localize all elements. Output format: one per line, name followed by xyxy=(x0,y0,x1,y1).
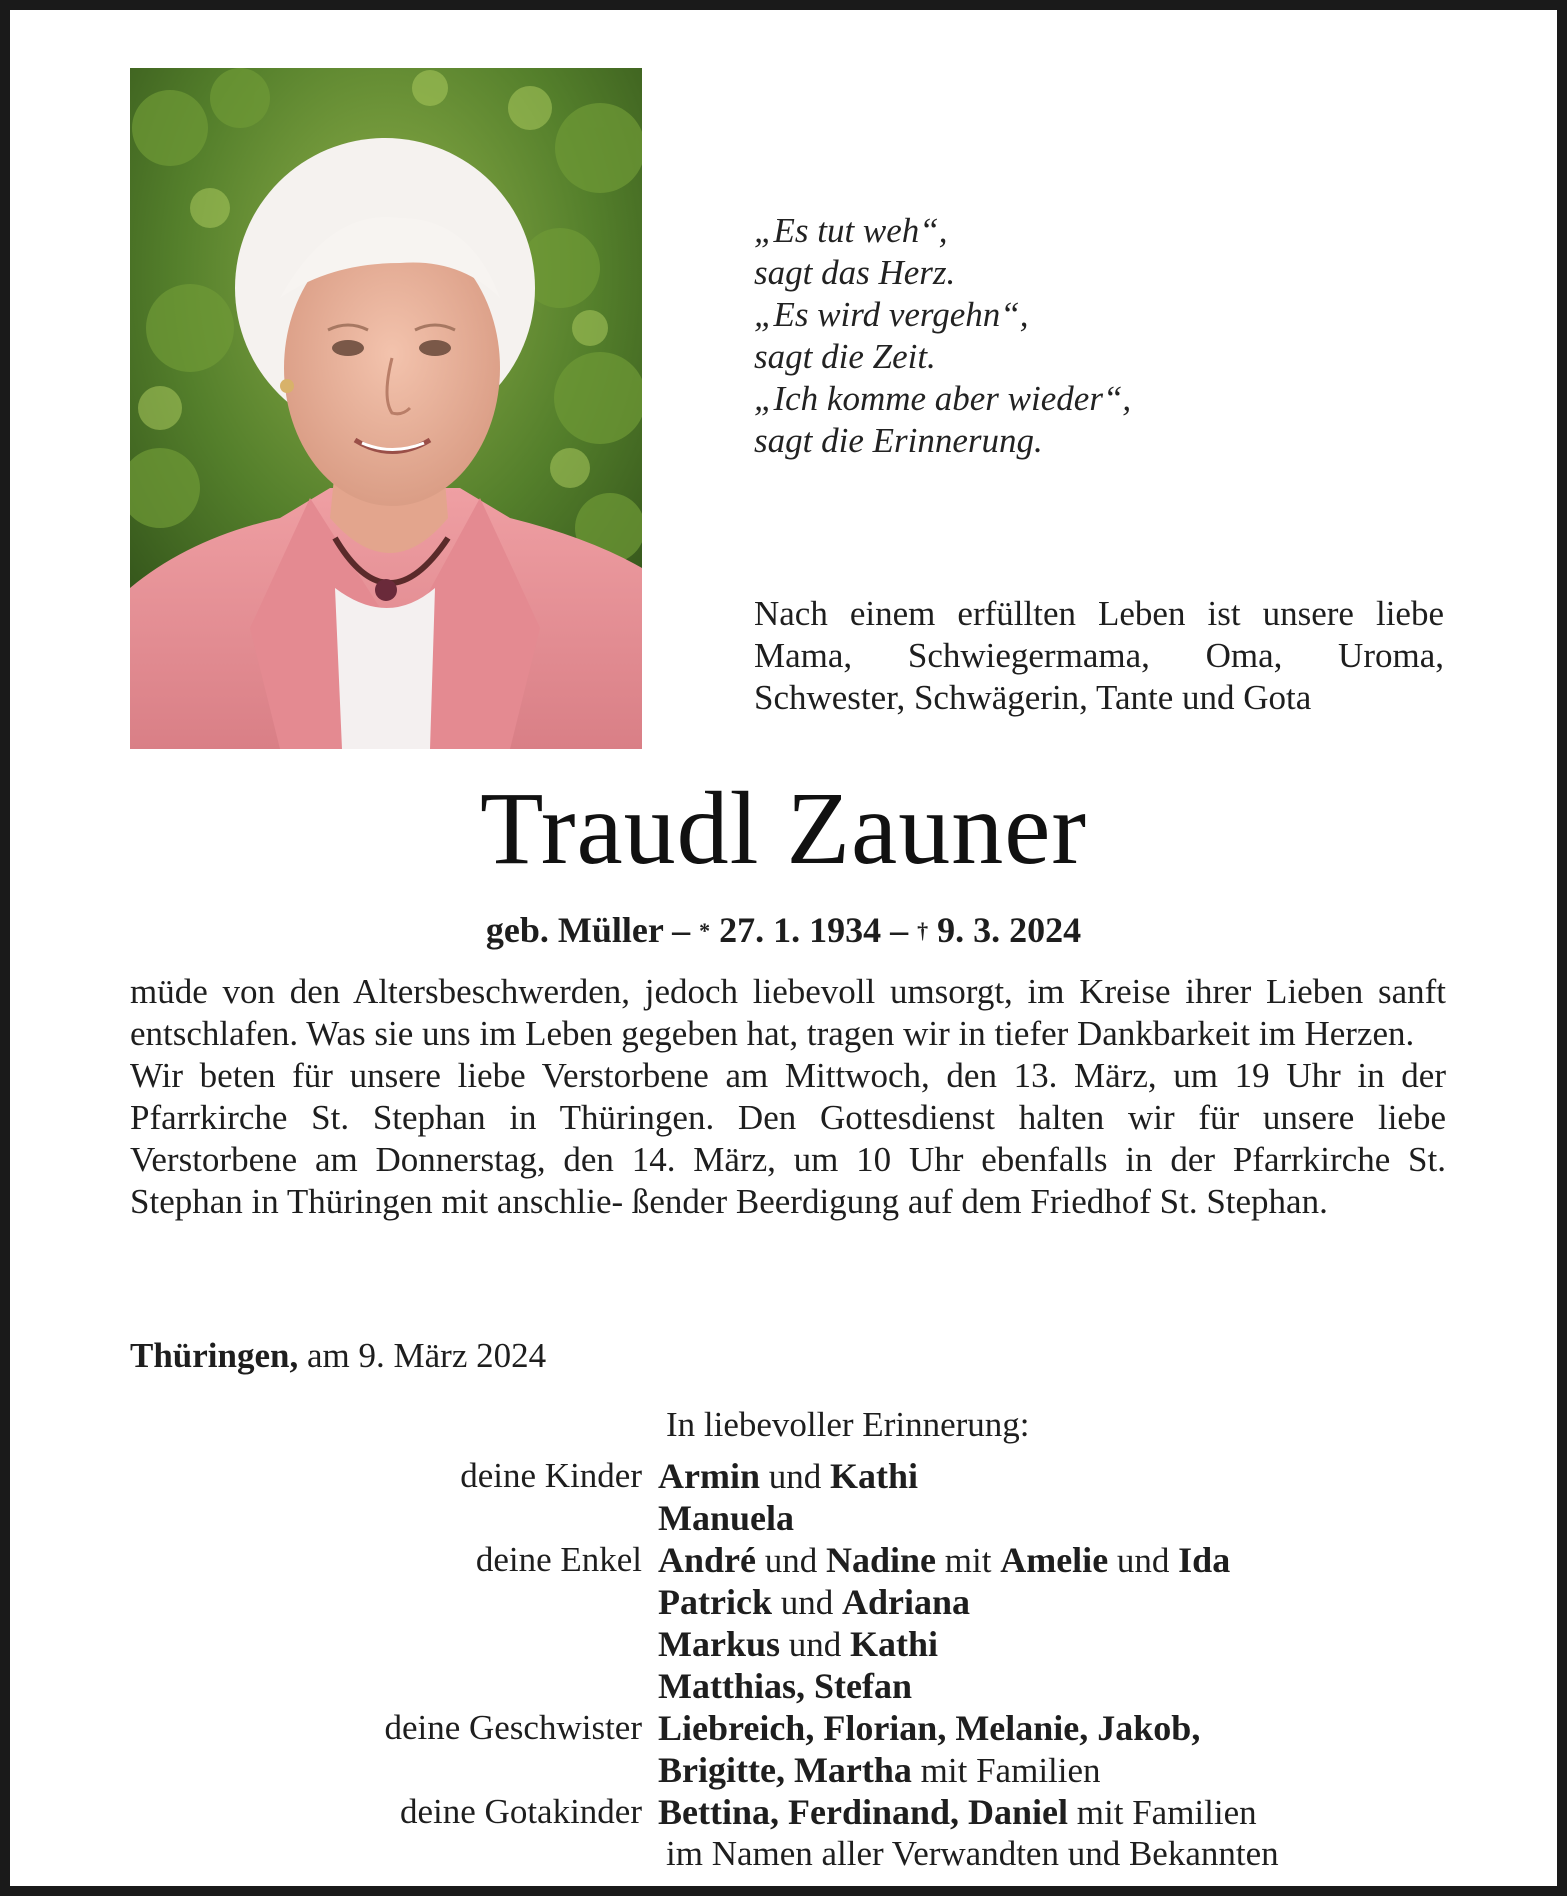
portrait-photo xyxy=(130,68,642,749)
relation-names xyxy=(658,1497,1440,1539)
relation-label: deine Geschwister xyxy=(384,1708,642,1747)
maiden-name: geb. Müller xyxy=(485,910,664,950)
mourners-row xyxy=(130,1581,1440,1623)
person-name: Bettina, Ferdinand, Daniel xyxy=(658,1792,1069,1832)
relation-names xyxy=(658,1581,1440,1623)
birth-symbol: * xyxy=(699,918,711,943)
relation-names xyxy=(658,1665,1440,1707)
relation-names xyxy=(658,1707,1440,1749)
relation-names xyxy=(658,1749,1440,1791)
mourners-row xyxy=(130,1749,1440,1791)
poem xyxy=(754,210,1314,462)
memory-heading: In liebevoller Erinnerung: xyxy=(666,1405,1030,1444)
person-name: Ida xyxy=(1178,1540,1231,1580)
conjunction: mit Familien xyxy=(1068,1793,1257,1832)
person-name: Markus xyxy=(658,1624,781,1664)
place-and-date xyxy=(130,1335,546,1377)
relation-names xyxy=(658,1539,1440,1581)
person-name: Patrick xyxy=(658,1582,772,1622)
birth-date: 27. 1. 1934 xyxy=(710,910,882,950)
mourners-row xyxy=(130,1497,1440,1539)
conjunction: und xyxy=(780,1625,851,1664)
death-symbol: † xyxy=(917,918,929,943)
person-name: Adriana xyxy=(841,1582,970,1622)
conjunction: und xyxy=(771,1583,842,1622)
dash: – xyxy=(881,910,918,950)
person-name: Amelie xyxy=(1000,1540,1109,1580)
portrait-illustration xyxy=(130,68,642,749)
conjunction: und xyxy=(1108,1541,1179,1580)
conjunction: mit Familien xyxy=(911,1751,1101,1790)
person-name: Kathi xyxy=(830,1456,919,1496)
poem-line: „Ich komme aber wieder“, xyxy=(754,379,1132,418)
mourners-row xyxy=(130,1665,1440,1707)
person-name: Armin xyxy=(658,1456,760,1496)
mourners-row xyxy=(130,1455,1440,1497)
poem-line: sagt das Herz. xyxy=(754,253,956,292)
mourners-row xyxy=(130,1539,1440,1581)
relation-label: deine Gotakinder xyxy=(400,1792,642,1831)
closing-line: im Namen aller Verwandten und Bekannten xyxy=(666,1834,1279,1873)
mourners-row xyxy=(130,1623,1440,1665)
place-date: am 9. März 2024 xyxy=(298,1336,547,1375)
text-paragraph: müde von den Altersbeschwerden, jedoch liebevoll umsorgt, im Kreise ihrer Lieben sanft entschlafen. Was sie uns im Leben gegeben hat, tragen wir in tiefer Dankbarkeit im Herzen. xyxy=(130,972,1446,1053)
person-name: Kathi xyxy=(850,1624,939,1664)
mourners-row xyxy=(130,1707,1440,1749)
person-name: Liebreich, Florian, Melanie, Jakob, xyxy=(658,1708,1201,1748)
dash: – xyxy=(663,910,700,950)
conjunction: mit xyxy=(936,1541,1001,1580)
main-text xyxy=(130,971,1446,1223)
mourners-row xyxy=(130,1791,1440,1833)
poem-line: „Es tut weh“, xyxy=(754,211,948,250)
person-name: Manuela xyxy=(658,1498,795,1538)
place-town: Thüringen, xyxy=(130,1336,299,1375)
relation-names xyxy=(658,1791,1440,1833)
relation-label: deine Enkel xyxy=(475,1540,642,1579)
intro-text: Nach einem erfüllten Leben ist unsere liebe Mama, Schwiegermama, Oma, Uroma, Schwester, Schwägerin, Tante und Gota xyxy=(754,594,1444,717)
person-name: Nadine xyxy=(826,1540,937,1580)
person-name: André xyxy=(658,1540,756,1580)
relation-label: deine Kinder xyxy=(460,1456,642,1495)
text-paragraph: Wir beten für unsere liebe Verstorbene am Mittwoch, den 13. März, um 19 Uhr in der Pfarrkirche St. Stephan in Thüringen. Den Gottesdienst halten wir für unsere liebe Verstorbene am Donnerstag, den 14. März, um 10 Uhr ebenfalls in der Pfarrkirche St. Stephan in Thüringen mit anschlie- ßender Beerdigung auf dem Friedhof St. Stephan. xyxy=(130,1056,1446,1221)
poem-line: sagt die Zeit. xyxy=(754,337,936,376)
life-dates xyxy=(10,908,1557,957)
conjunction: und xyxy=(760,1457,830,1496)
mourners-list xyxy=(130,1455,1440,1833)
relation-names xyxy=(658,1623,1440,1665)
intro-paragraph xyxy=(754,593,1444,719)
poem-line: „Es wird vergehn“, xyxy=(754,295,1029,334)
death-date: 9. 3. 2024 xyxy=(928,910,1082,950)
person-name: Brigitte, Martha xyxy=(658,1750,912,1790)
conjunction: und xyxy=(756,1541,826,1580)
deceased-name: Traudl Zauner xyxy=(479,771,1088,886)
person-name: Matthias, Stefan xyxy=(658,1666,912,1706)
relation-names xyxy=(658,1455,1440,1497)
poem-line: sagt die Erinnerung. xyxy=(754,421,1043,460)
